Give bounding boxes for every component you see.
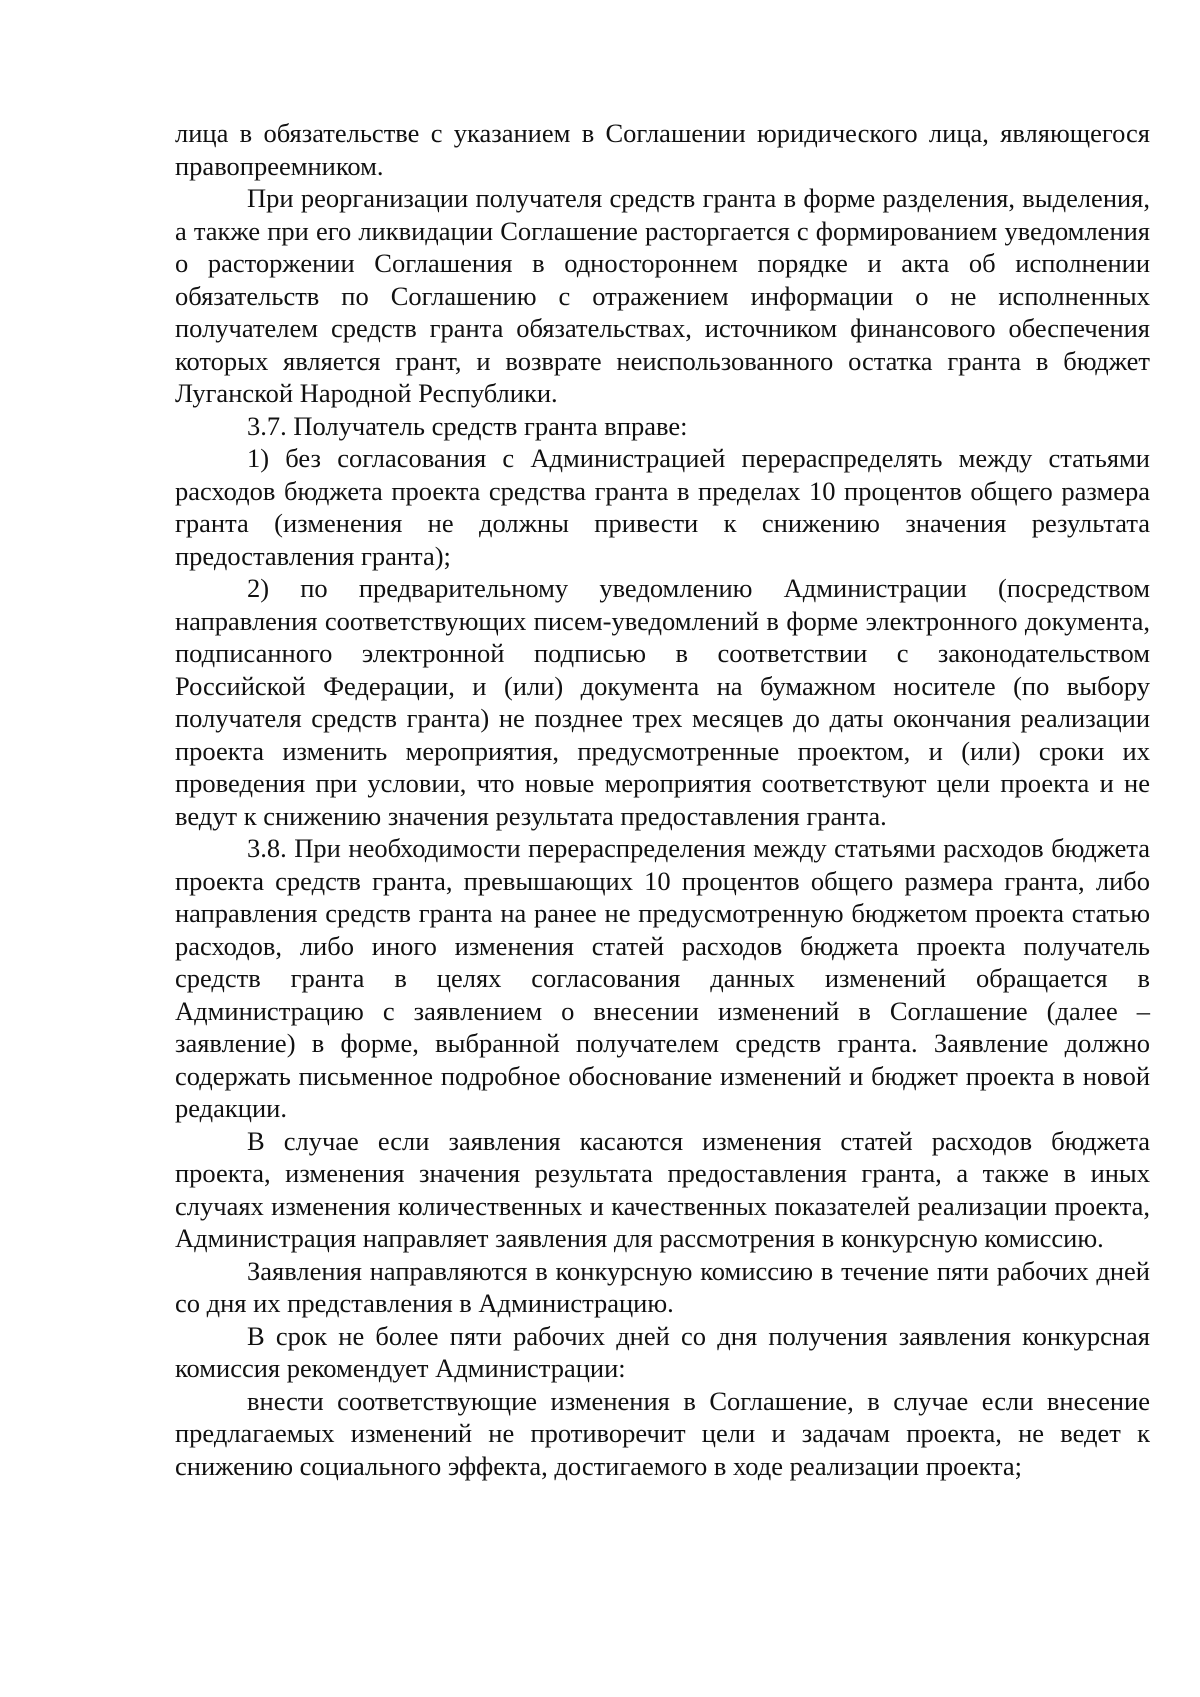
paragraph-amend-agreement: внести соответствующие изменения в Соглашение, в случае если внесение предлагаемых изменений не противоречит цели и задачам проекта, не ведет к снижению социального эффекта, достигаемого в ходе реализации проекта; <box>175 1385 1150 1481</box>
paragraph-continuation: лица в обязательстве с указанием в Соглашении юридического лица, являющегося правопреемником. <box>175 118 1150 181</box>
paragraph-3-8: 3.8. При необходимости перераспределения между статьями расходов бюджета проекта средств гранта, превышающих 10 процентов общего размера гранта, либо направления средств гранта на ранее не предусмотренную бюджетом проекта статью расходов, либо иного изменения статей расходов бюджета проекта получатель средств гранта в целях согласования данных изменений обращается в Администрацию с заявлением о внесении изменений в Соглашение (далее – заявление) в форме, выбранной получателем средств гранта. Заявление должно содержать письменное подробное обоснование изменений и бюджет проекта в новой редакции. <box>175 833 1150 1123</box>
document-body <box>175 117 1150 1482</box>
paragraph-commission-referral: В случае если заявления касаются изменения статей расходов бюджета проекта, изменения значения результата предоставления гранта, а также в иных случаях изменения количественных и качественных показателей реализации проекта, Администрация направляет заявления для рассмотрения в конкурсную комиссию. <box>175 1125 1150 1253</box>
paragraph-reorganization: При реорганизации получателя средств гранта в форме разделения, выделения, а также при его ликвидации Соглашение расторгается с формированием уведомления о расторжении Соглашения в одностороннем порядке и акта об исполнении обязательств по Соглашению с отражением информации о не исполненных получателем средств гранта обязательствах, источником финансового обеспечения которых является грант, и возврате неиспользованного остатка гранта в бюджет Луганской Народной Республики. <box>175 183 1150 408</box>
paragraph-3-7-heading: 3.7. Получатель средств гранта вправе: <box>247 410 688 441</box>
paragraph-commission-recommendation: В срок не более пяти рабочих дней со дня получения заявления конкурсная комиссия рекомендует Администрации: <box>175 1320 1150 1383</box>
paragraph-commission-deadline: Заявления направляются в конкурсную комиссию в течение пяти рабочих дней со дня их представления в Администрацию. <box>175 1255 1150 1318</box>
paragraph-3-7-item-2: 2) по предварительному уведомлению Администрации (посредством направления соответствующих писем-уведомлений в форме электронного документа, подписанного электронной подписью в соответствии с законодательством Российской Федерации, и (или) документа на бумажном носителе (по выбору получателя средств гранта) не позднее трех месяцев до даты окончания реализации проекта изменить мероприятия, предусмотренные проектом, и (или) сроки их проведения при условии, что новые мероприятия соответствуют цели проекта и не ведут к снижению значения результата предоставления гранта. <box>175 573 1150 831</box>
paragraph-3-7-item-1: 1) без согласования с Администрацией перераспределять между статьями расходов бюджета проекта средства гранта в пределах 10 процентов общего размера гранта (изменения не должны привести к снижению значения результата предоставления гранта); <box>175 443 1150 571</box>
